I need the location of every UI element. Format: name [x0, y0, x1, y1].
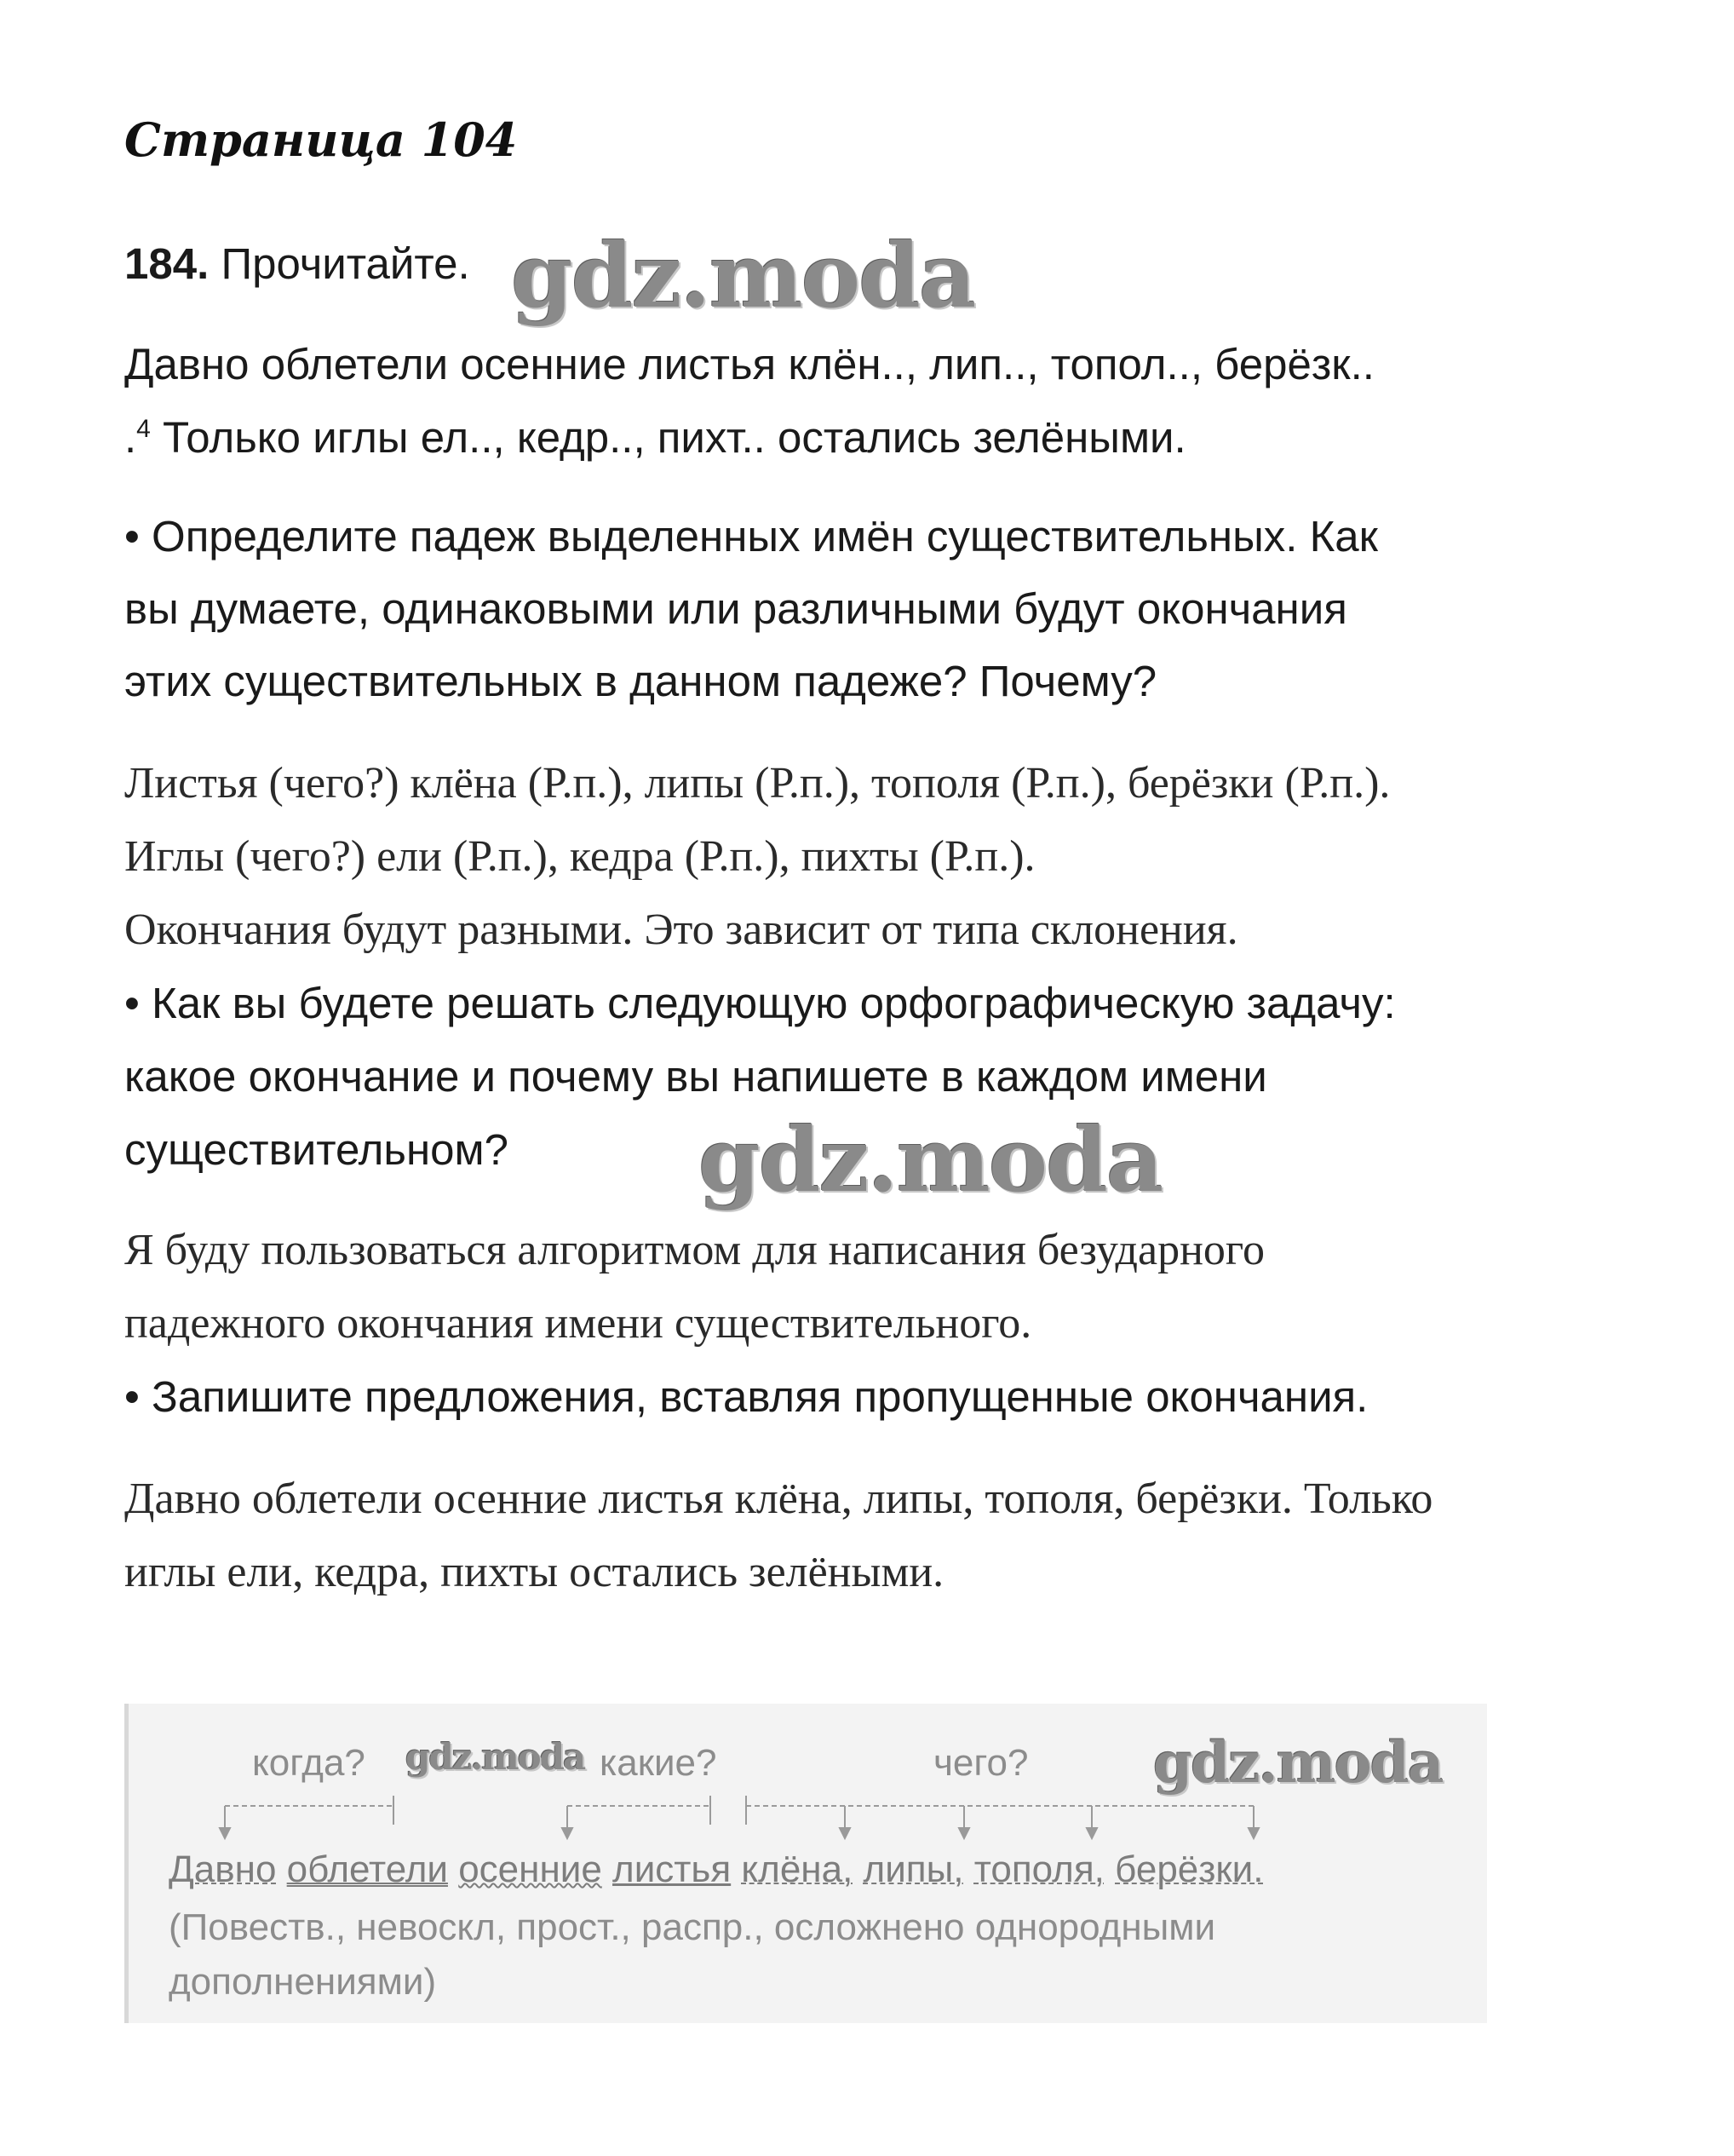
- arrow-head-which: [562, 1828, 572, 1838]
- watermark-logo-2: gdz.moda: [698, 1107, 1163, 1212]
- task2-line3: существительном?: [124, 1125, 508, 1174]
- watermark-logo-small: gdz.moda: [405, 1736, 585, 1778]
- exercise-text-dot: .: [124, 413, 137, 462]
- watermark-logo-3: gdz.moda: [1153, 1729, 1443, 1796]
- word-listya: листья: [612, 1848, 732, 1890]
- answer3-line1: Давно облетели осенние листья клёна, липы, тополя, берёзки. Только: [124, 1475, 1433, 1523]
- task3-line1: • Запишите предложения, вставляя пропущенные окончания.: [124, 1372, 1369, 1421]
- arrow-head-4: [1249, 1828, 1259, 1838]
- page-title: Страница 104: [124, 112, 518, 167]
- word-berezki: берёзки.: [1115, 1848, 1264, 1890]
- question-when: когда?: [252, 1742, 365, 1784]
- word-lipy: липы,: [863, 1848, 964, 1890]
- answer2-line2: падежного окончания имени существительного.: [124, 1299, 1032, 1348]
- exercise-heading: [124, 239, 470, 289]
- diagram-analysis-line1: (Повеств., невоскл, прост., распр., осложнено однородными: [169, 1906, 1216, 1948]
- diagram-analysis-line2: дополнениями): [169, 1961, 437, 2003]
- arrow-head-2: [959, 1828, 969, 1838]
- exercise-text-line1: Давно облетели осенние листья клён.., лип.., топол.., берёзк..: [124, 340, 1375, 388]
- answer2-line1: Я буду пользоваться алгоритмом для написания безударного: [124, 1226, 1265, 1274]
- task1-line3: этих существительных в данном падеже? Почему?: [124, 657, 1157, 705]
- question-which: какие?: [600, 1742, 717, 1784]
- answer3-line2: иглы ели, кедра, пихты остались зелёными.: [124, 1548, 945, 1596]
- word-klena: клёна,: [741, 1848, 853, 1890]
- word-davno: Давно: [169, 1848, 277, 1890]
- exercise-instruction: Прочитайте.: [221, 239, 470, 288]
- diagram-sentence: [169, 1848, 1264, 1891]
- task2-line2: какое окончание и почему вы напишете в каждом имени: [124, 1052, 1267, 1101]
- watermark-logo: gdz.moda: [511, 223, 975, 328]
- question-what: чего?: [933, 1742, 1029, 1784]
- exercise-text-line2-content: Только иглы ел.., кедр.., пихт.. остались зелёными.: [163, 413, 1186, 462]
- word-osennie: осенние: [458, 1848, 602, 1890]
- arrow-head-1: [840, 1828, 850, 1838]
- task1-line1: • Определите падеж выделенных имён существительных. Как: [124, 512, 1378, 561]
- sentence-diagram: [124, 1704, 1487, 2023]
- word-obleteli: облетели: [286, 1848, 448, 1890]
- task1-line2: вы думаете, одинаковыми или различными будут окончания: [124, 584, 1347, 633]
- footnote-mark: 4: [136, 415, 151, 443]
- arrow-head-3: [1087, 1828, 1097, 1838]
- exercise-text-line2: [124, 412, 1186, 463]
- arrow-head-when: [220, 1828, 230, 1838]
- answer1-line2: Иглы (чего?) ели (Р.п.), кедра (Р.п.), пихты (Р.п.).: [124, 832, 1036, 881]
- task2-line1: • Как вы будете решать следующую орфографическую задачу:: [124, 979, 1396, 1027]
- exercise-number: 184.: [124, 239, 210, 288]
- answer1-line1: Листья (чего?) клёна (Р.п.), липы (Р.п.), тополя (Р.п.), берёзки (Р.п.).: [124, 759, 1391, 808]
- answer1-line3: Окончания будут разными. Это зависит от типа склонения.: [124, 906, 1238, 954]
- word-topolya: тополя,: [973, 1848, 1105, 1890]
